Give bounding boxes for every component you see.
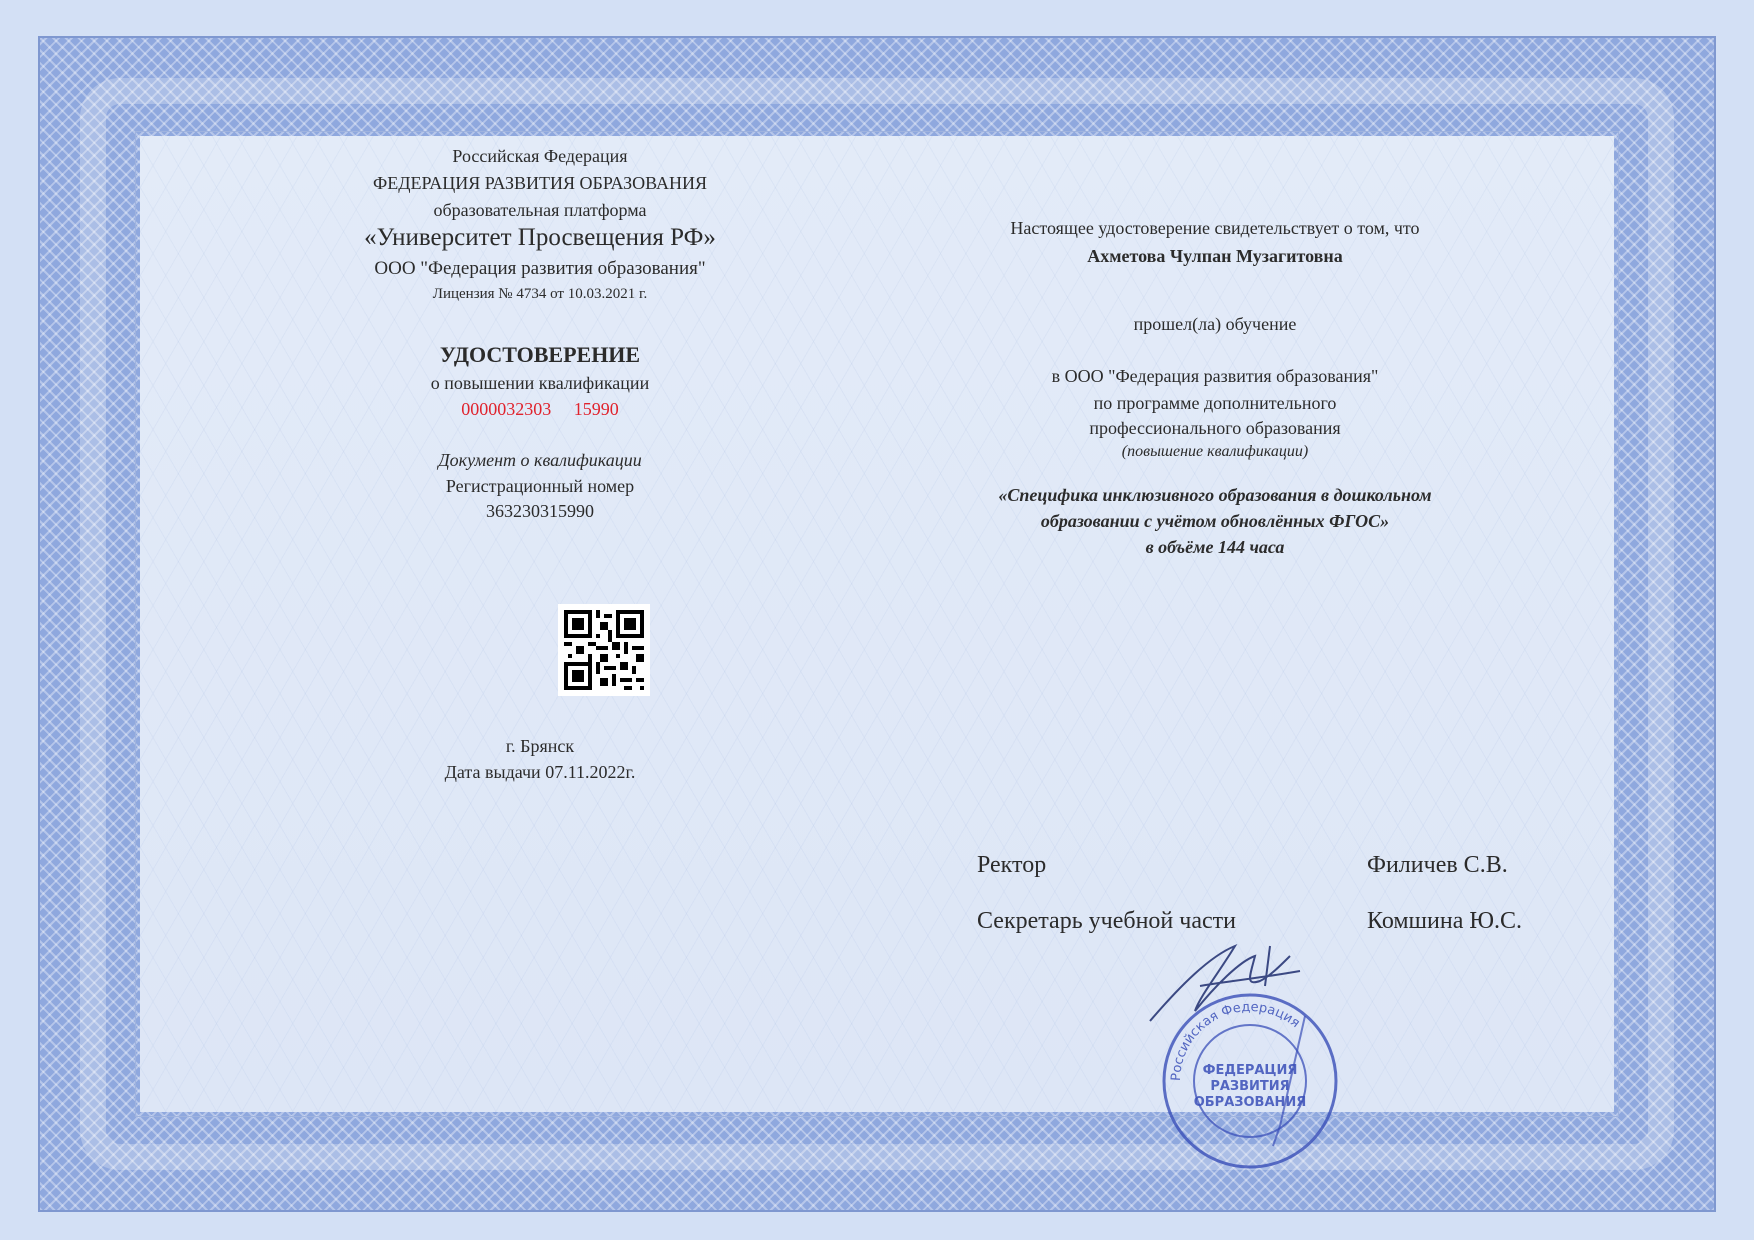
document-title: УДОСТОВЕРЕНИЕ [439, 342, 641, 367]
program-type: (повышение квалификации) [1121, 443, 1309, 460]
rector-name: Филичев С.В. [1367, 852, 1508, 878]
completed-text: прошел(ла) обучение [1133, 314, 1297, 334]
course-title-2: образовании с учётом обновлённых ФГОС» [1040, 511, 1390, 531]
license-info: Лицензия № 4734 от 10.03.2021 г. [432, 286, 648, 302]
stamp-line-2: РАЗВИТИЯ [1210, 1079, 1290, 1094]
issue-date: Дата выдачи 07.11.2022г. [444, 762, 636, 782]
intro-text: Настоящее удостоверение свидетельствует о том, что [1010, 218, 1420, 238]
program-line-1: по программе дополнительного [1093, 393, 1337, 413]
stamp-ring-text: Российская Федерация [1168, 999, 1303, 1082]
platform-label: образовательная платформа [433, 200, 647, 220]
document-type: Документ о квалификации [438, 450, 642, 470]
organization-name: ООО "Федерация развития образования" [374, 258, 706, 279]
course-hours: в объёме 144 часа [1145, 537, 1285, 557]
person-name: Ахметова Чулпан Музагитовна [1087, 246, 1343, 266]
program-line-2: профессионального образования [1089, 418, 1341, 438]
document-series: 0000032303 [461, 399, 552, 419]
stamp-line-3: ОБРАЗОВАНИЯ [1193, 1095, 1307, 1110]
rector-signature [1140, 926, 1310, 1036]
rector-title: Ректор [977, 852, 1047, 878]
qr-code [558, 604, 650, 696]
federation-name: ФЕДЕРАЦИЯ РАЗВИТИЯ ОБРАЗОВАНИЯ [373, 173, 707, 193]
course-title-1: «Специфика инклюзивного образования в дошкольном [998, 485, 1432, 505]
registration-label: Регистрационный номер [445, 476, 635, 496]
issue-city: г. Брянск [505, 736, 575, 756]
document-serial: 15990 [573, 399, 619, 419]
document-subtitle: о повышении квалификации [430, 373, 650, 393]
stamp-line-1: ФЕДЕРАЦИЯ [1202, 1063, 1298, 1078]
document-number [140, 399, 940, 420]
platform-name: «Университет Просвещения РФ» [364, 224, 716, 251]
country-name: Российская Федерация [452, 146, 628, 166]
certificate-panel [140, 136, 1614, 1112]
org-line: в ООО "Федерация развития образования" [1051, 366, 1379, 386]
secretary-title: Секретарь учебной части [977, 908, 1236, 934]
registration-number: 363230315990 [486, 501, 594, 521]
secretary-name: Комшина Ю.С. [1367, 908, 1523, 934]
